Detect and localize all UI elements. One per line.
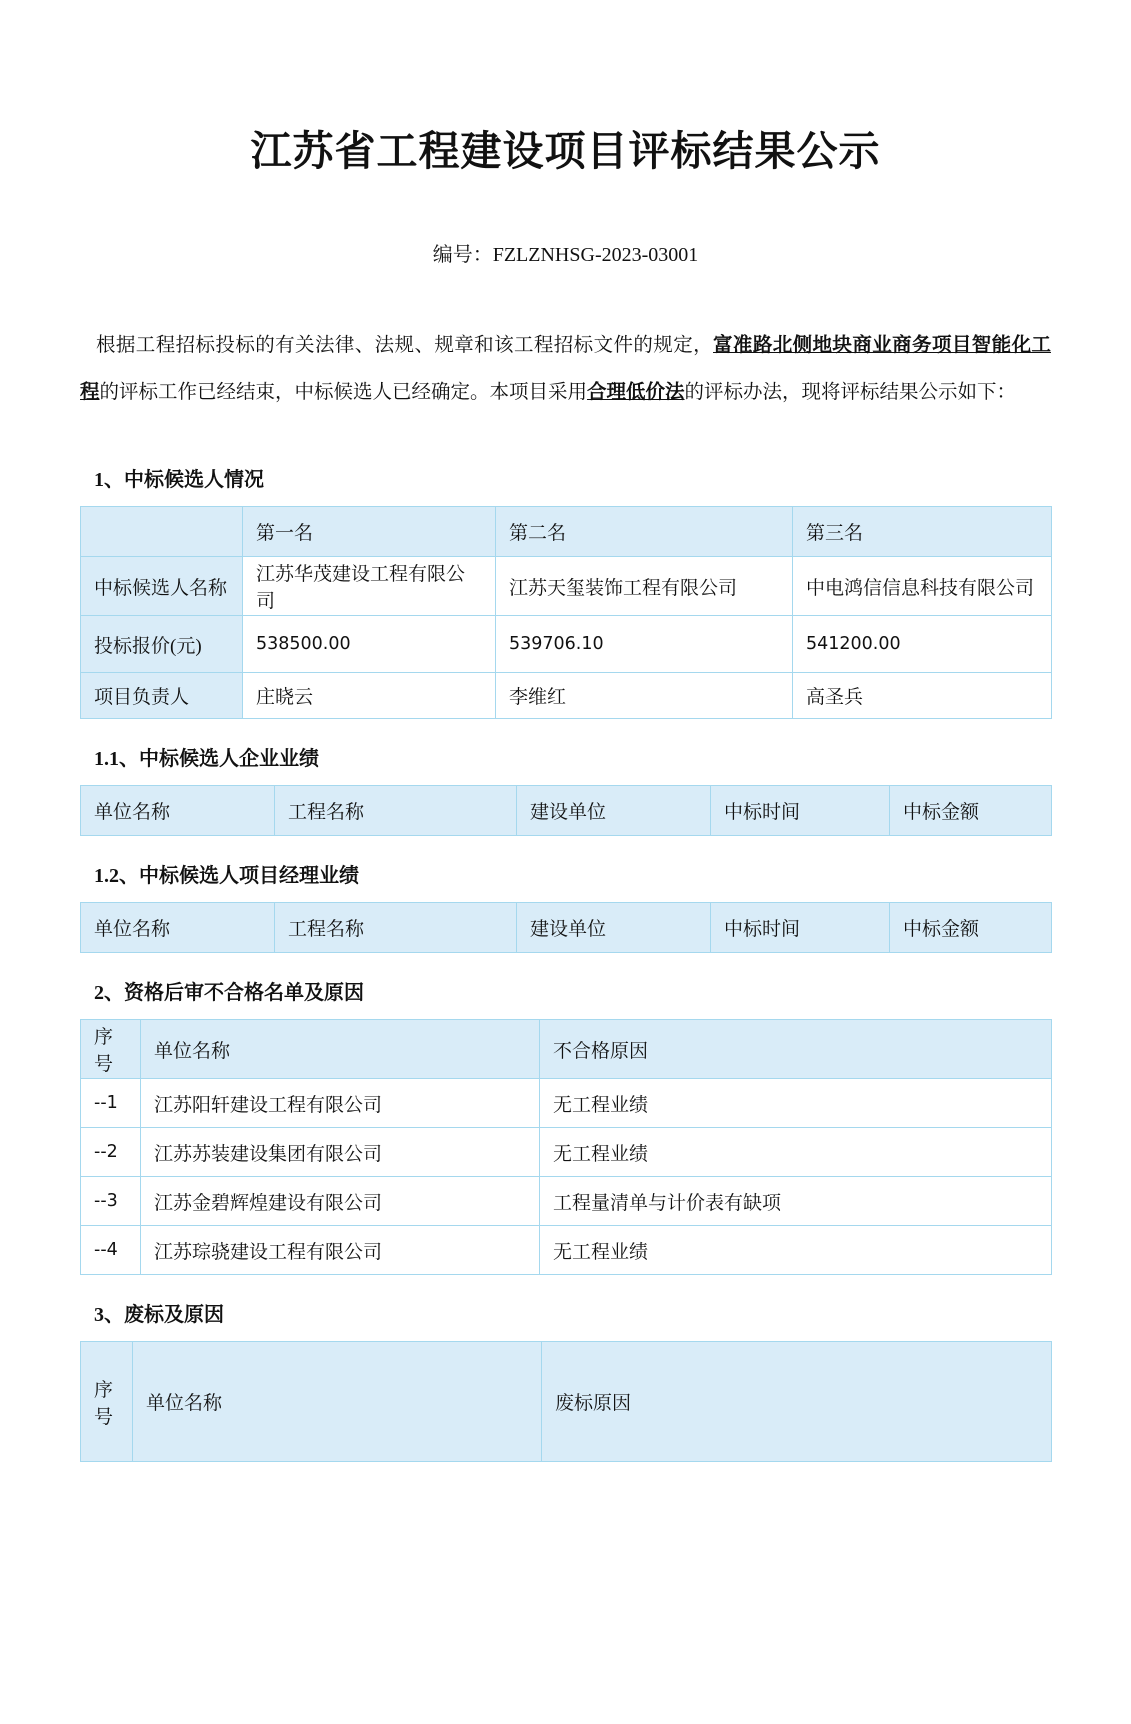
table-header-row [81,1020,1052,1079]
intro-text-1: 根据工程招标投标的有关法律、法规、规章和该工程招标文件的规定， [96,335,714,356]
table-cell-company: 江苏阳轩建设工程有限公司 [141,1079,540,1128]
manager-performance-table [80,902,1052,953]
table-cell-seq: --1 [81,1079,141,1128]
disqualified-table [80,1019,1052,1275]
table-cell-company: 江苏苏装建设集团有限公司 [141,1128,540,1177]
table-cell-price: 538500.00 [243,616,496,673]
table-cell-company: 江苏金碧辉煌建设有限公司 [141,1177,540,1226]
column-header-rank-3: 第三名 [793,507,1052,557]
section-3-heading: 3、废标及原因 [94,1304,224,1326]
intro-text-3: 的评标办法，现将评标结果公示如下： [684,382,1017,403]
evaluation-method-emphasis: 合理低价法 [587,382,685,403]
page-title: 江苏省工程建设项目评标结果公示 [250,128,881,174]
intro-paragraph [80,322,1051,416]
column-header: 中标时间 [711,786,890,836]
table-cell: 高圣兵 [793,673,1052,719]
table-row [81,1128,1052,1177]
table-cell-reason: 无工程业绩 [540,1079,1052,1128]
table-header-row [81,507,1052,557]
column-header: 工程名称 [275,903,517,953]
column-header: 中标金额 [890,903,1052,953]
company-performance-table [80,785,1052,836]
candidates-table [80,506,1052,719]
column-header-rank-1: 第一名 [243,507,496,557]
table-header-row [81,903,1052,953]
column-header: 单位名称 [81,903,275,953]
row-label: 项目负责人 [81,673,243,719]
section-2-heading: 2、资格后审不合格名单及原因 [94,982,364,1004]
project-name-emphasis: 富准路北侧地块商业商务项目智能化工程 [80,335,1051,403]
table-row [81,1177,1052,1226]
table-cell-reason: 工程量清单与计价表有缺项 [540,1177,1052,1226]
intro-text-2: 的评标工作已经结束，中标候选人已经确定。本项目采用 [99,382,588,403]
column-header-seq: 序号 [81,1020,141,1079]
section-1-2-heading: 1.2、中标候选人项目经理业绩 [94,865,359,887]
column-header: 建设单位 [517,786,711,836]
column-header: 中标时间 [711,903,890,953]
table-cell-company: 江苏琮骁建设工程有限公司 [141,1226,540,1275]
table-header-row [81,786,1052,836]
row-label: 中标候选人名称 [81,557,243,616]
table-cell-price: 541200.00 [793,616,1052,673]
table-row-project-manager [81,673,1052,719]
doc-number-label: 编号： [432,244,493,266]
rejected-bids-table [80,1341,1052,1462]
table-cell-reason: 无工程业绩 [540,1128,1052,1177]
column-header: 建设单位 [517,903,711,953]
table-cell: 中电鸿信信息科技有限公司 [793,557,1052,616]
table-header-row [81,1342,1052,1462]
column-header: 单位名称 [81,786,275,836]
column-header-reason: 不合格原因 [540,1020,1052,1079]
column-header-company: 单位名称 [133,1342,542,1462]
table-cell: 江苏华茂建设工程有限公司 [243,557,496,616]
doc-number-line [80,240,1051,270]
column-header-reason: 废标原因 [542,1342,1052,1462]
table-cell-seq: --4 [81,1226,141,1275]
table-cell-seq: --3 [81,1177,141,1226]
table-cell: 李维红 [496,673,793,719]
table-row [81,1226,1052,1275]
section-1-1-heading: 1.1、中标候选人企业业绩 [94,748,319,770]
table-cell: 庄晓云 [243,673,496,719]
column-header [81,507,243,557]
table-cell-price: 539706.10 [496,616,793,673]
column-header-company: 单位名称 [141,1020,540,1079]
column-header-rank-2: 第二名 [496,507,793,557]
table-cell-seq: --2 [81,1128,141,1177]
column-header-seq: 序号 [81,1342,133,1462]
column-header: 工程名称 [275,786,517,836]
table-cell: 江苏天玺装饰工程有限公司 [496,557,793,616]
row-label: 投标报价(元) [81,616,243,673]
table-cell-reason: 无工程业绩 [540,1226,1052,1275]
document-page [80,124,1051,1462]
table-row [81,1079,1052,1128]
section-1-heading: 1、中标候选人情况 [94,469,264,491]
table-row-bid-price [81,616,1052,673]
table-row-candidate-name [81,557,1052,616]
column-header: 中标金额 [890,786,1052,836]
doc-number-value: FZLZNHSG-2023-03001 [492,244,699,266]
